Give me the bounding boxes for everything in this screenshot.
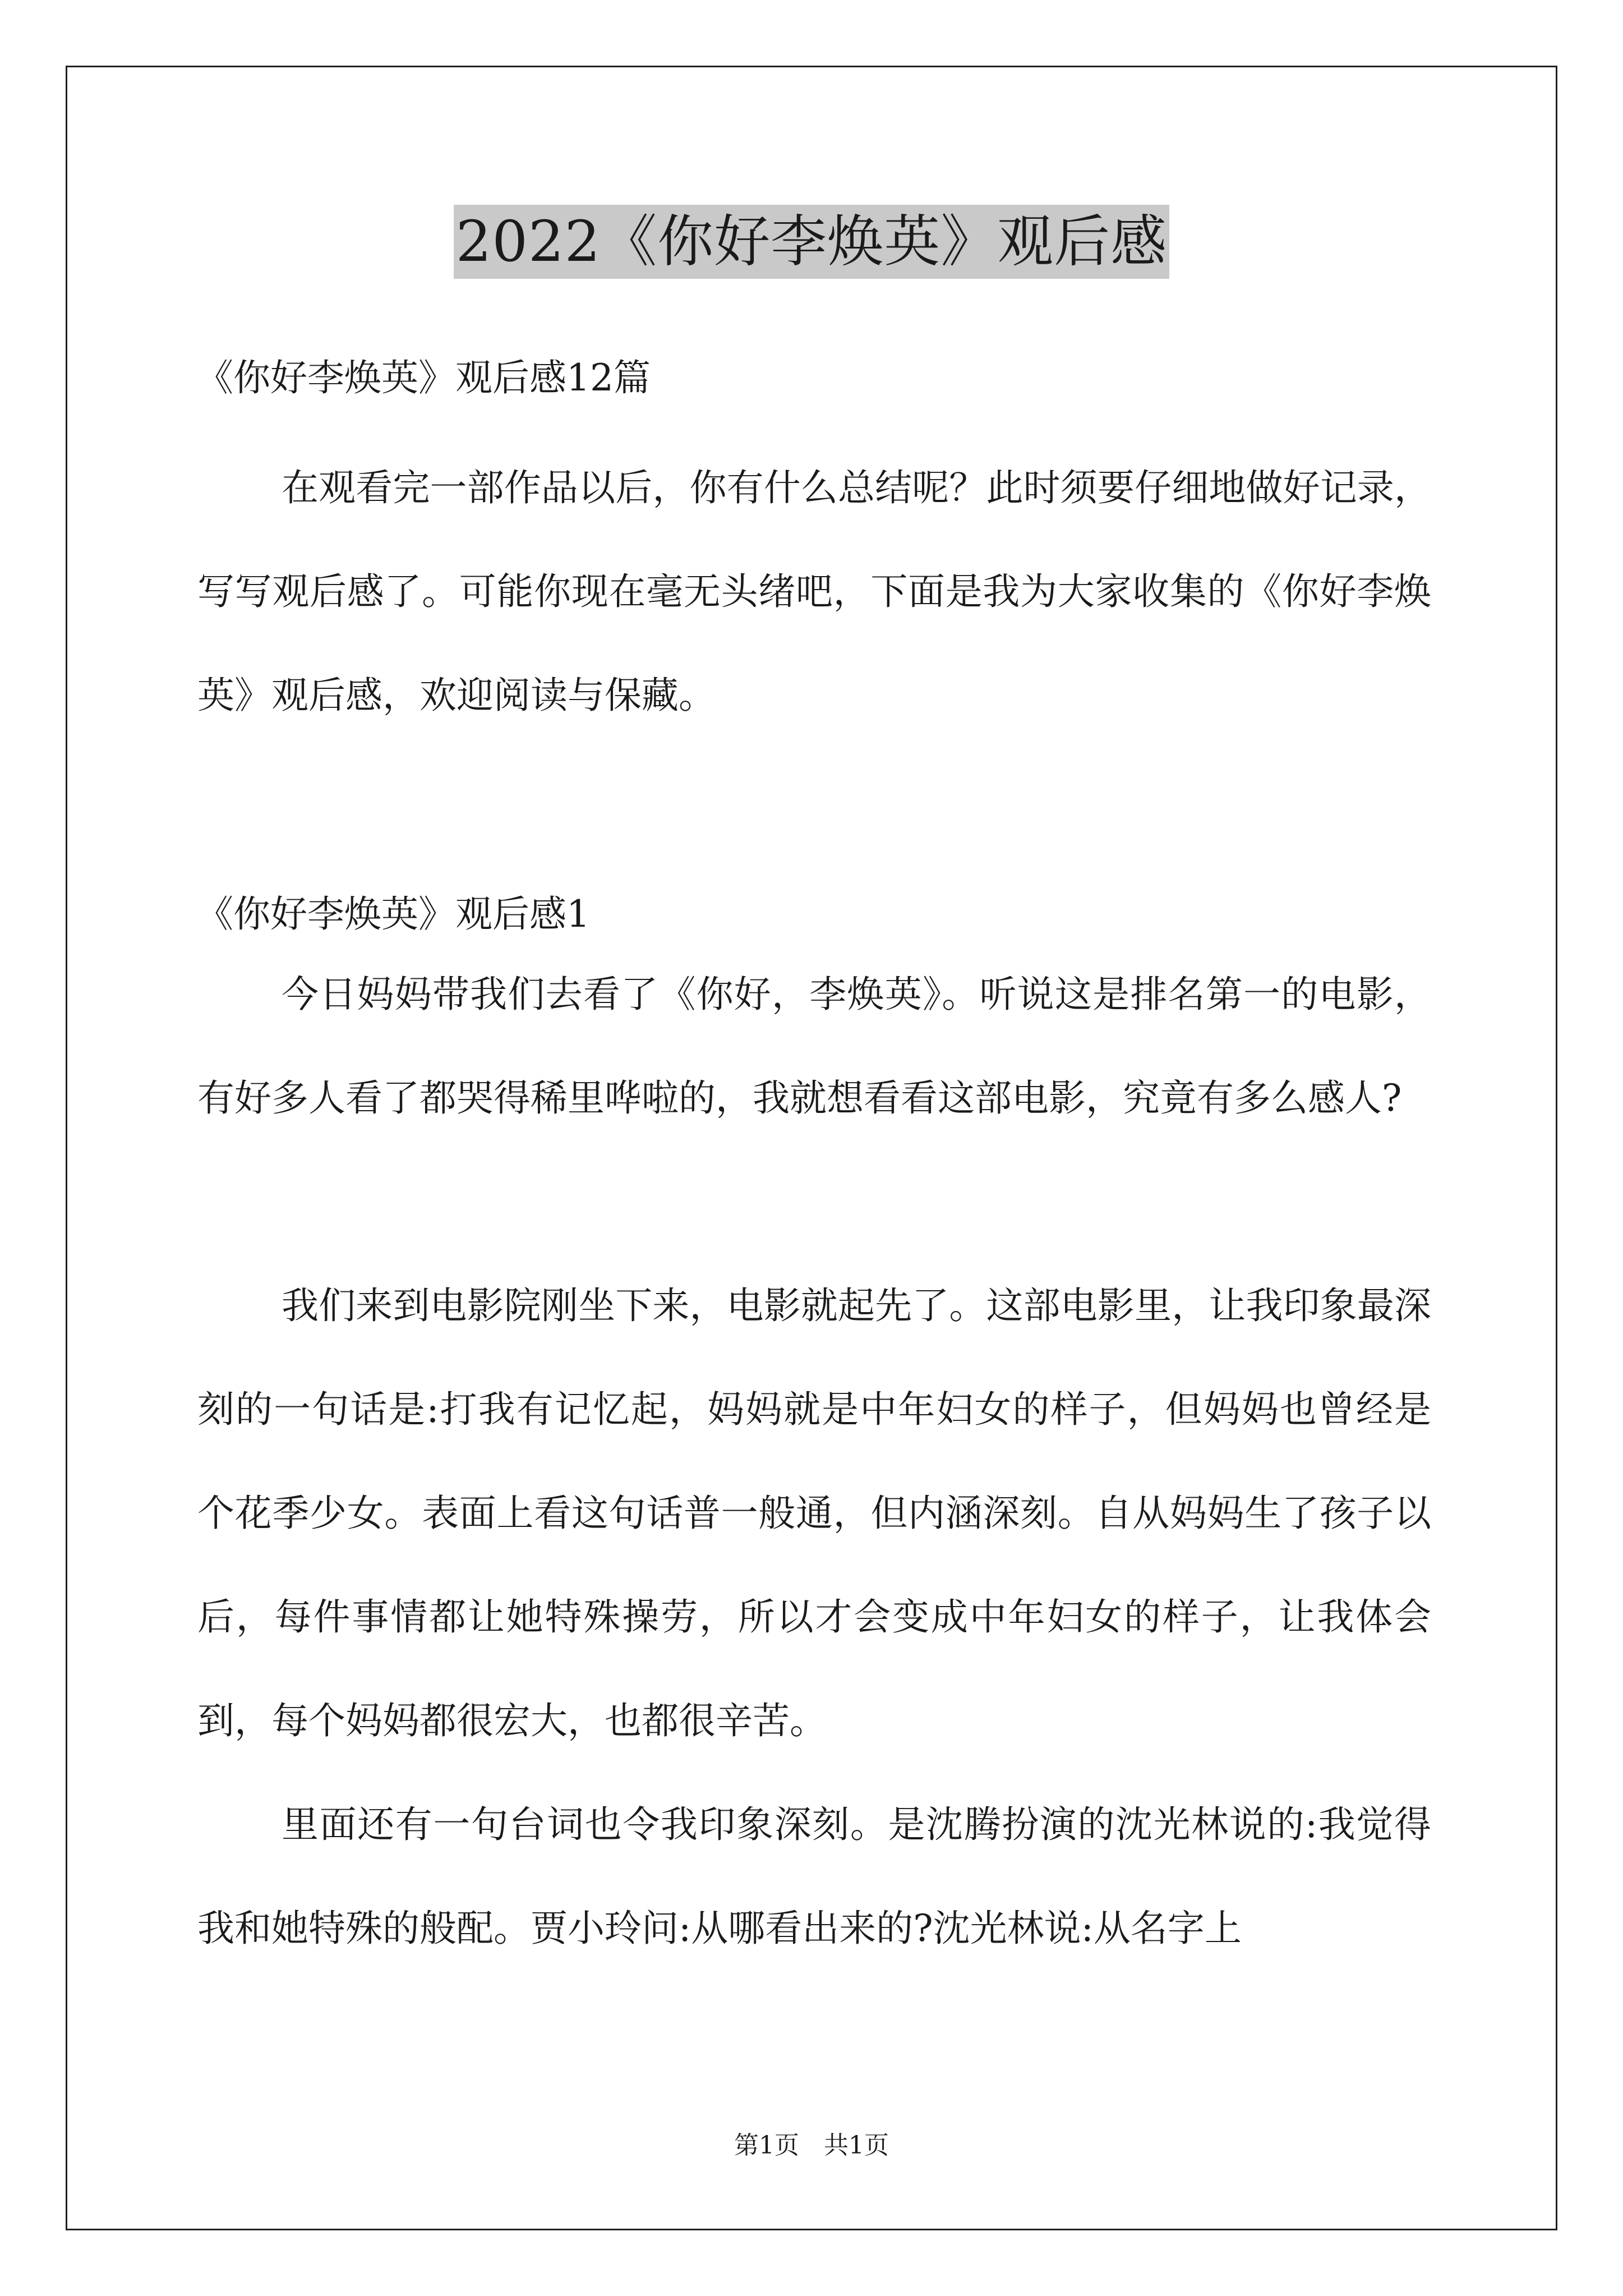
- section-heading: 《你好李焕英》观后感1: [196, 892, 590, 936]
- intro-paragraph: 在观看完一部作品以后，你有什么总结呢？此时须要仔细地做好记录，写写观后感了。可能你现在毫无头绪吧，下面是我为大家收集的《你好李焕英》观后感，欢迎阅读与保藏。: [197, 466, 1431, 717]
- title-container: [0, 205, 1623, 279]
- body-paragraph-2: 我们来到电影院刚坐下来，电影就起先了。这部电影里，让我印象最深刻的一句话是:打我有记忆起，妈妈就是中年妇女的样子，但妈妈也曾经是个花季少女。表面上看这句话普一般通，但内涵深刻。自从妈妈生了孩子以后，每件事情都让她特殊操劳，所以才会变成中年妇女的样子，让我体会到，每个妈妈都很宏大，也都很辛苦。: [197, 1284, 1431, 1742]
- body-paragraph-1: 今日妈妈带我们去看了《你好，李焕英》。听说这是排名第一的电影，有好多人看了都哭得稀里哗啦的，我就想看看这部电影，究竟有多么感人?: [197, 973, 1431, 1120]
- body-paragraph-3: 里面还有一句台词也令我印象深刻。是沈腾扮演的沈光林说的:我觉得我和她特殊的般配。贾小玲问:从哪看出来的?沈光林说:从名字上: [197, 1803, 1431, 1950]
- document-subtitle: 《你好李焕英》观后感12篇: [196, 356, 651, 399]
- page-footer: 第1页 共1页: [734, 2131, 889, 2160]
- document-title[interactable]: 2022《你好李焕英》观后感: [454, 205, 1170, 279]
